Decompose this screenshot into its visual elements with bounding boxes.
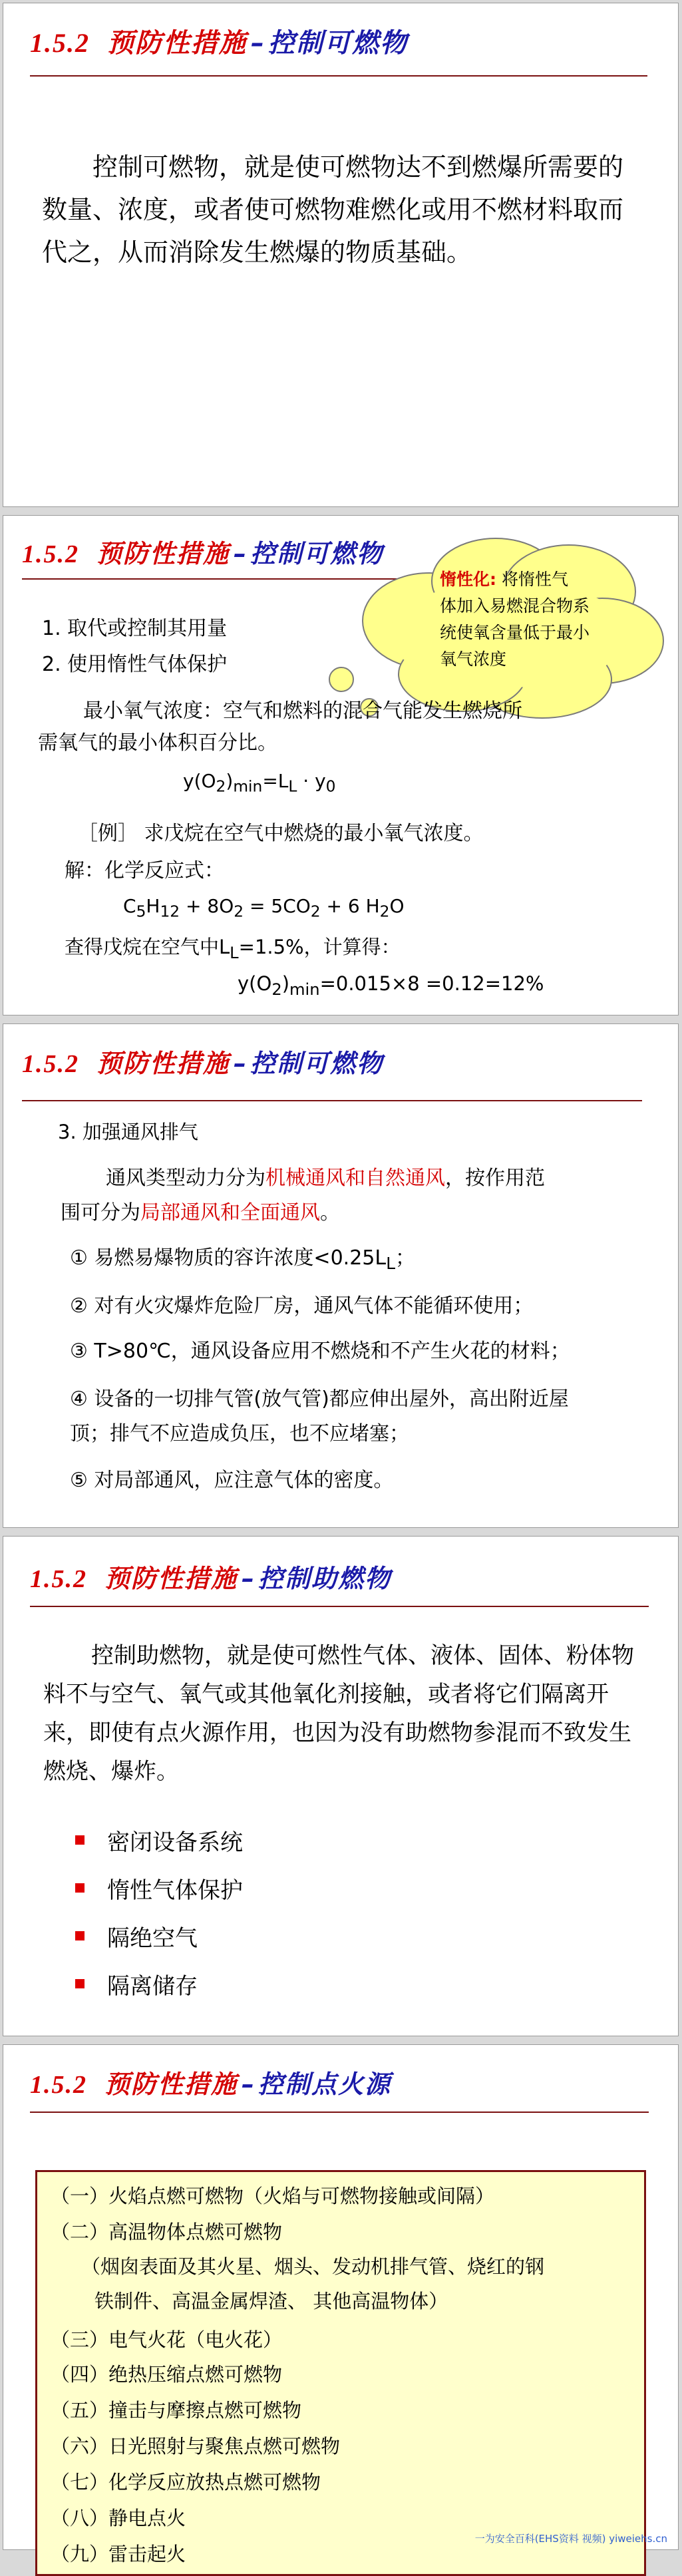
slide-control-combustibles	[3, 3, 679, 507]
heading-sub: 控制助燃物	[258, 1564, 392, 1593]
solution-label: 解：化学反应式：	[65, 859, 224, 882]
list-item: 铁制件、高温金属焊渣、 其他高温物体）	[94, 2290, 448, 2312]
list-item: （三）电气火花（电火花）	[51, 2328, 283, 2351]
list-item: （四）绝热压缩点燃可燃物	[51, 2363, 283, 2386]
rule-3: ③ T>80℃，通风设备应用不燃烧和不产生火花的材料；	[70, 1340, 570, 1363]
ventilation-types-line-2: 围可分为局部通风和全面通风。	[61, 1201, 340, 1224]
cloud-text	[440, 566, 590, 673]
heading-sub: 控制可燃物	[250, 1049, 384, 1078]
heading-main: 预防性措施	[96, 1049, 230, 1078]
heading-dash: –	[242, 2070, 256, 2099]
definition-line-2: 需氧气的最小体积百分比。	[38, 731, 277, 755]
heading-main: 预防性措施	[104, 2070, 238, 2099]
list-item: （六）日光照射与聚焦点燃可燃物	[51, 2435, 341, 2458]
heading-number: 1.5.2	[22, 1050, 79, 1078]
slide-control-oxidizers	[3, 1536, 679, 2036]
item-2: 2. 使用惰性气体保护	[42, 653, 228, 676]
list-item: （八）静电点火	[51, 2507, 186, 2529]
heading-number: 1.5.2	[30, 1565, 87, 1593]
heading-main: 预防性措施	[104, 1564, 238, 1593]
slide-control-ignition	[3, 2044, 679, 2565]
heading-rule	[30, 1606, 649, 1607]
slide-heading	[30, 2064, 391, 2100]
bullet-marker	[75, 1931, 85, 1940]
slide-heading	[30, 1558, 391, 1594]
rule-4-line-1: ④ 设备的一切排气管(放气管)都应伸出屋外，高出附近屋	[70, 1387, 569, 1411]
heading-rule	[30, 75, 647, 77]
heading-sub: 控制可燃物	[250, 539, 384, 568]
slide-ventilation	[3, 1023, 679, 1528]
bullet-text: 隔离储存	[107, 1973, 198, 2000]
item-1: 1. 取代或控制其用量	[42, 617, 228, 640]
heading-dash: –	[234, 1049, 248, 1078]
bullet-marker	[75, 1979, 85, 1988]
slide-heading	[30, 22, 408, 60]
rule-5: ⑤ 对局部通风，应注意气体的密度。	[70, 1469, 394, 1492]
section-title: 3. 加强通风排气	[58, 1121, 198, 1143]
heading-number: 1.5.2	[30, 2071, 87, 2099]
cloud-line-2: 体加入易燃混合物系	[440, 596, 590, 616]
rule-1: ① 易燃易爆物质的容许浓度$<0.25L_L$；	[70, 1246, 416, 1273]
slide-paragraph: 控制可燃物，就是使可燃物达不到燃爆所需要的数量、浓度，或者使可燃物难燃化或用不燃材料取而代之，从而消除发生燃爆的物质基础。	[42, 152, 624, 267]
heading-number: 1.5.2	[30, 28, 90, 58]
rule-2: ② 对有火灾爆炸危险厂房，通风气体不能循环使用；	[70, 1294, 534, 1318]
heading-sub: 控制可燃物	[268, 28, 408, 59]
lookup-line: 查得戊烷在空气中$L_L=1.5\%$，计算得：	[65, 936, 401, 962]
heading-dash: –	[234, 539, 248, 568]
list-item: （烟囱表面及其火星、烟头、发动机排气管、烧红的钢	[81, 2255, 545, 2278]
rule-4-line-2: 顶；排气不应造成负压，也不应堵塞；	[70, 1422, 409, 1445]
bullet-text: 惰性气体保护	[107, 1877, 243, 1904]
footer-watermark[interactable]: 一为安全百科(EHS资料 视频) yiweiehs.cn	[474, 2533, 667, 2545]
list-item: （一）火焰点燃可燃物（火焰与可燃物接触或间隔）	[51, 2185, 495, 2207]
list-item: （五）撞击与摩擦点燃可燃物	[51, 2399, 302, 2422]
heading-main: 预防性措施	[107, 28, 247, 59]
list-item: （七）化学反应放热点燃可燃物	[51, 2471, 321, 2493]
definition-line-1: 最小氧气浓度：空气和燃料的混合气能发生燃烧所	[83, 699, 522, 723]
cloud-line-1: 将惰性气	[501, 570, 568, 589]
bullet-marker	[75, 1883, 85, 1893]
heading-rule	[30, 2112, 649, 2113]
slide-inerting	[3, 515, 679, 1015]
cloud-line-4: 氧气浓度	[440, 649, 507, 669]
example-question: ［例］ 求戊烷在空气中燃烧的最小氧气浓度。	[78, 822, 484, 845]
cloud-line-3: 统使氧含量低于最小	[440, 623, 590, 642]
heading-sub: 控制点火源	[258, 2070, 392, 2099]
cloud-title: 惰性化:	[440, 570, 496, 589]
result-line: $y(O_2)_{min}=0.015\times 8 =0.12=12\%$	[238, 972, 544, 999]
heading-main: 预防性措施	[96, 539, 230, 568]
list-item: （九）雷击起火	[51, 2543, 186, 2565]
slide-heading	[22, 1043, 383, 1079]
ventilation-types-line-1: 通风类型动力分为机械通风和自然通风，按作用范	[106, 1167, 545, 1190]
bullet-marker	[75, 1835, 85, 1845]
reaction-equation: $C_5H_{12} + 8O_2 = 5CO_2 + 6$ $H_2O$	[123, 895, 405, 921]
ignition-source-list	[35, 2170, 646, 2576]
heading-number: 1.5.2	[22, 540, 79, 568]
formula-min-oxygen: $y(O_2)_{min}=L_L \cdot y_0$	[183, 770, 336, 796]
bullet-text: 密闭设备系统	[107, 1829, 243, 1856]
bullet-text: 隔绝空气	[107, 1925, 198, 1952]
heading-dash: –	[251, 28, 265, 59]
heading-rule	[22, 1100, 642, 1101]
heading-dash: –	[242, 1564, 256, 1593]
slide-paragraph: 控制助燃物，就是使可燃性气体、液体、固体、粉体物料不与空气、氧气或其他氧化剂接触，或者将它们隔离开来，即使有点火源作用，也因为没有助燃物参混而不致发生燃烧、爆炸。	[43, 1642, 634, 1785]
list-item: （二）高温物体点燃可燃物	[51, 2221, 283, 2243]
